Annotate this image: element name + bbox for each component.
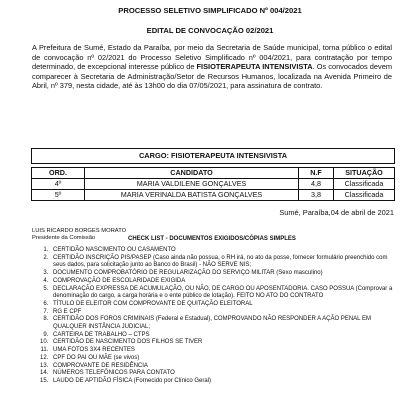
col-candidato: CANDIDATO (85, 168, 299, 179)
list-item: 3. DOCUMENTO COMPROBATÓRIO DE REGULARIZAÇÃO DO SERVIÇO MILITAR (Sexo masculino) (50, 270, 395, 278)
list-item: 13. COMPROVANTE DE RESIDÊNCIA (50, 363, 395, 371)
cell-nf: 3,8 (299, 190, 334, 201)
intro-role: FISIOTERAPEUTA INTENSIVISTA (196, 62, 313, 72)
list-item: 11. UMA FOTOS 3X4 RECENTES (50, 347, 395, 355)
cell-situacao: Classificada (334, 179, 395, 190)
col-ord: ORD. (32, 168, 85, 179)
cell-candidato: MARIA VALDILENE GONÇALVES (85, 179, 299, 190)
intro-paragraph (32, 43, 392, 91)
list-item: 10. CERTIDÃO DE NASCIMENTO DOS FILHOS SE TIVER (50, 339, 395, 347)
list-item: 12. CPF DO PAI OU MÃE (se vivos) (50, 355, 395, 363)
signature-role: Presidente da Comissão (32, 235, 96, 242)
cargo-heading: CARGO: FISIOTERAPEUTA INTENSIVISTA (31, 148, 395, 164)
col-nf: N.F (299, 168, 334, 179)
intro-text-2: . Os convocados devem comparecer à Secretaria de Administração/Setor de Recursos Humanos, localizada na Avenida Primeiro de Abril, nº 379, nesta cidade, até às 13h00 do dia 07/05/2021, para assinatura de contrato. (32, 62, 392, 91)
checklist-title: CHECK LIST - DOCUMENTOS EXIGIDOS/CÓPIAS SIMPLES (128, 236, 296, 242)
cell-candidato: MARIA VERINALDA BATISTA GONÇALVES (85, 190, 299, 201)
edital-title: EDITAL DE CONVOCAÇÃO 02/2021 (146, 26, 274, 35)
cell-nf: 4,8 (299, 179, 334, 190)
list-item: 15. LAUDO DE APTIDÃO FÍSICA (Fornecido por Clínico Geral) (50, 378, 395, 386)
col-situacao: SITUAÇÃO (334, 168, 395, 179)
signature-name: LUIS RICARDO BORGES MORATO (32, 228, 127, 234)
table-header-row (32, 168, 395, 179)
list-item: 1. CERTIDÃO NASCIMENTO OU CASAMENTO (50, 247, 395, 255)
cell-situacao: Classificada (334, 190, 395, 201)
list-item: 4. COMPROVAÇÃO DE ESCOLARIDADE EXIGIDA (50, 278, 395, 286)
intro-text-1: A Prefeitura de Sumé, Estado da Paraíba, por meio da Secretaria de Saúde municipal, torna público o edital de convocação nº 02/2021 do Processo Seletivo Simplificado nº 004/2021, para contratação por tempo determinado, de excepcional interesse público de (32, 43, 392, 72)
list-item: 7. RG E CPF (50, 309, 395, 317)
list-item: 9. CARTEIRA DE TRABALHO – CTPS (50, 332, 395, 340)
table-row (32, 190, 395, 201)
cell-ord: 5º (32, 190, 85, 201)
table-row (32, 179, 395, 190)
checklist (32, 247, 395, 386)
signature-block (32, 228, 126, 242)
list-item: 2. CERTIDÃO INSCRIÇÃO PIS/PASEP (Caso ainda não possua, o RH irá, no ato da posse, fornecer formulário preenchido com seus dados, para solicitação junto ao Banco do Brasil) - NÃO SERVE NIS; (50, 255, 395, 270)
candidates-table (31, 167, 395, 201)
date-line: Sumé, Paraíba,04 de abril de 2021 (279, 208, 394, 217)
list-item: 5. DECLARAÇÃO EXPRESSA DE ACUMULAÇÃO, OU NÃO, DE CARGO OU APOSENTADORIA. CASO POSSUA (Comprovar a denominação do cargo, a carga horária e o ente público de lotação). FEITO NO ATO DO CONTRATO (50, 286, 395, 301)
list-item: 14. NÚMEROS TELEFÔNICOS PARA CONTATO (50, 370, 395, 378)
process-title: PROCESSO SELETIVO SIMPLIFICADO Nº 004/2021 (118, 6, 302, 15)
list-item: 8. CERTIDÃO DOS FOROS CRIMINAIS (Federal e Estadual), COMPROVANDO NÃO RESPONDER A AÇÃO PENAL EM QUALQUER INSTÂNCIA JUDICIAL; (50, 316, 395, 331)
list-item: 6. TÍTULO DE ELEITOR COM COMPROVANTE DE QUITAÇÃO ELEITORAL (50, 301, 395, 309)
cell-ord: 4º (32, 179, 85, 190)
